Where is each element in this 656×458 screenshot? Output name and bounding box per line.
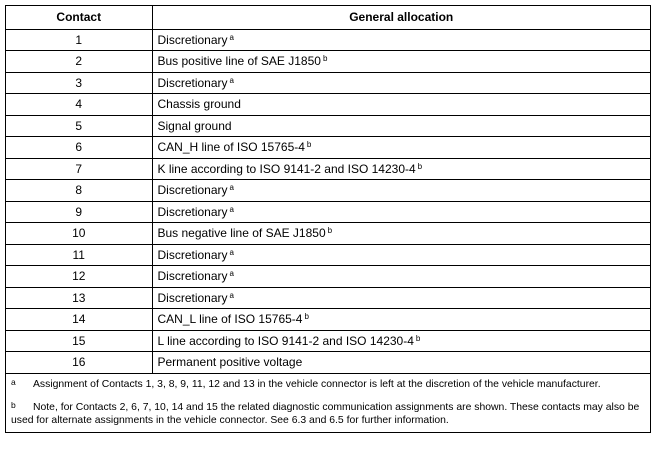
footnote-reference: a: [229, 32, 234, 42]
table-row: [6, 115, 650, 137]
allocation-text: Discretionary: [157, 183, 228, 198]
table-row: [6, 72, 650, 94]
footnote-reference: a: [229, 269, 234, 279]
contact-number: 3: [6, 72, 152, 94]
footnote-reference: b: [304, 312, 309, 322]
contact-number: 11: [6, 244, 152, 266]
footnote-mark: a: [11, 376, 16, 387]
allocation-text: Discretionary: [157, 75, 228, 90]
allocation-cell: [152, 223, 650, 245]
allocation-cell: [152, 180, 650, 202]
allocation-text: CAN_H line of ISO 15765-4: [157, 140, 305, 155]
table-row: [6, 94, 650, 116]
contact-number: 15: [6, 330, 152, 352]
allocation-cell: [152, 244, 650, 266]
table-row: [6, 287, 650, 309]
allocation-cell: [152, 51, 650, 73]
allocation-cell: [152, 72, 650, 94]
allocation-cell: [152, 158, 650, 180]
allocation-cell: [152, 352, 650, 374]
allocation-cell: [152, 115, 650, 137]
footnote-reference: b: [415, 333, 421, 343]
contact-number: 8: [6, 180, 152, 202]
contact-number: 2: [6, 51, 152, 73]
table-row: [6, 137, 650, 159]
allocation-cell: [152, 137, 650, 159]
allocation-cell: [152, 94, 650, 116]
table-row: [6, 29, 650, 51]
allocation-text: Discretionary: [157, 247, 228, 262]
header-contact: Contact: [6, 6, 152, 29]
contact-number: 10: [6, 223, 152, 245]
table-row: [6, 223, 650, 245]
footnote-a: [11, 378, 644, 391]
footnote-text: Note, for Contacts 2, 6, 7, 10, 14 and 15 the related diagnostic communication assignments are shown. These contacts may also be used for alternate assignments in the vehicle connector. See 6.3 and 6.5 for further information.: [11, 401, 640, 426]
allocation-text: Bus negative line of SAE J1850: [157, 226, 326, 241]
header-general-allocation: General allocation: [152, 6, 650, 29]
allocation-cell: [152, 266, 650, 288]
allocation-text: Signal ground: [157, 118, 232, 133]
allocation-text: Chassis ground: [157, 97, 241, 112]
allocation-cell: [152, 330, 650, 352]
contact-allocation-document: [5, 5, 651, 433]
allocation-text: Permanent positive voltage: [157, 355, 303, 370]
allocation-text: Discretionary: [157, 269, 228, 284]
table-row: [6, 309, 650, 331]
contact-number: 9: [6, 201, 152, 223]
allocation-cell: [152, 29, 650, 51]
allocation-text: CAN_L line of ISO 15765-4: [157, 312, 303, 327]
table-row: [6, 266, 650, 288]
allocation-text: K line according to ISO 9141-2 and ISO 14230-4: [157, 161, 416, 176]
allocation-text: L line according to ISO 9141-2 and ISO 14230-4: [157, 333, 414, 348]
footnotes: [6, 374, 650, 432]
contact-number: 7: [6, 158, 152, 180]
footnote-reference: a: [229, 75, 234, 85]
table-row: [6, 330, 650, 352]
table-row: [6, 244, 650, 266]
allocation-cell: [152, 287, 650, 309]
allocation-text: Discretionary: [157, 290, 228, 305]
footnote-reference: b: [322, 54, 328, 64]
table-header-row: [6, 6, 650, 29]
allocation-text: Discretionary: [157, 204, 228, 219]
contact-number: 14: [6, 309, 152, 331]
contact-number: 6: [6, 137, 152, 159]
footnote-reference: a: [229, 204, 234, 214]
footnote-b: [11, 399, 644, 427]
footnote-reference: b: [306, 140, 312, 150]
table-row: [6, 180, 650, 202]
table-row: [6, 158, 650, 180]
allocation-text: Bus positive line of SAE J1850: [157, 54, 321, 69]
footnote-reference: b: [327, 226, 333, 236]
contact-number: 12: [6, 266, 152, 288]
table-row: [6, 201, 650, 223]
contact-number: 13: [6, 287, 152, 309]
footnote-reference: b: [417, 161, 423, 171]
footnote-text: Assignment of Contacts 1, 3, 8, 9, 11, 12 and 13 in the vehicle connector is left at the discretion of the vehicle manufacturer.: [33, 378, 601, 390]
table-row: [6, 352, 650, 374]
contact-number: 5: [6, 115, 152, 137]
contact-number: 4: [6, 94, 152, 116]
table-row: [6, 51, 650, 73]
footnote-mark: b: [11, 399, 16, 410]
footnote-reference: a: [229, 247, 234, 257]
contact-number: 1: [6, 29, 152, 51]
contact-allocation-table: [6, 6, 650, 374]
allocation-text: Discretionary: [157, 32, 228, 47]
footnote-reference: a: [229, 183, 234, 193]
table-body: [6, 29, 650, 373]
footnote-reference: a: [229, 290, 234, 300]
allocation-cell: [152, 309, 650, 331]
contact-number: 16: [6, 352, 152, 374]
allocation-cell: [152, 201, 650, 223]
